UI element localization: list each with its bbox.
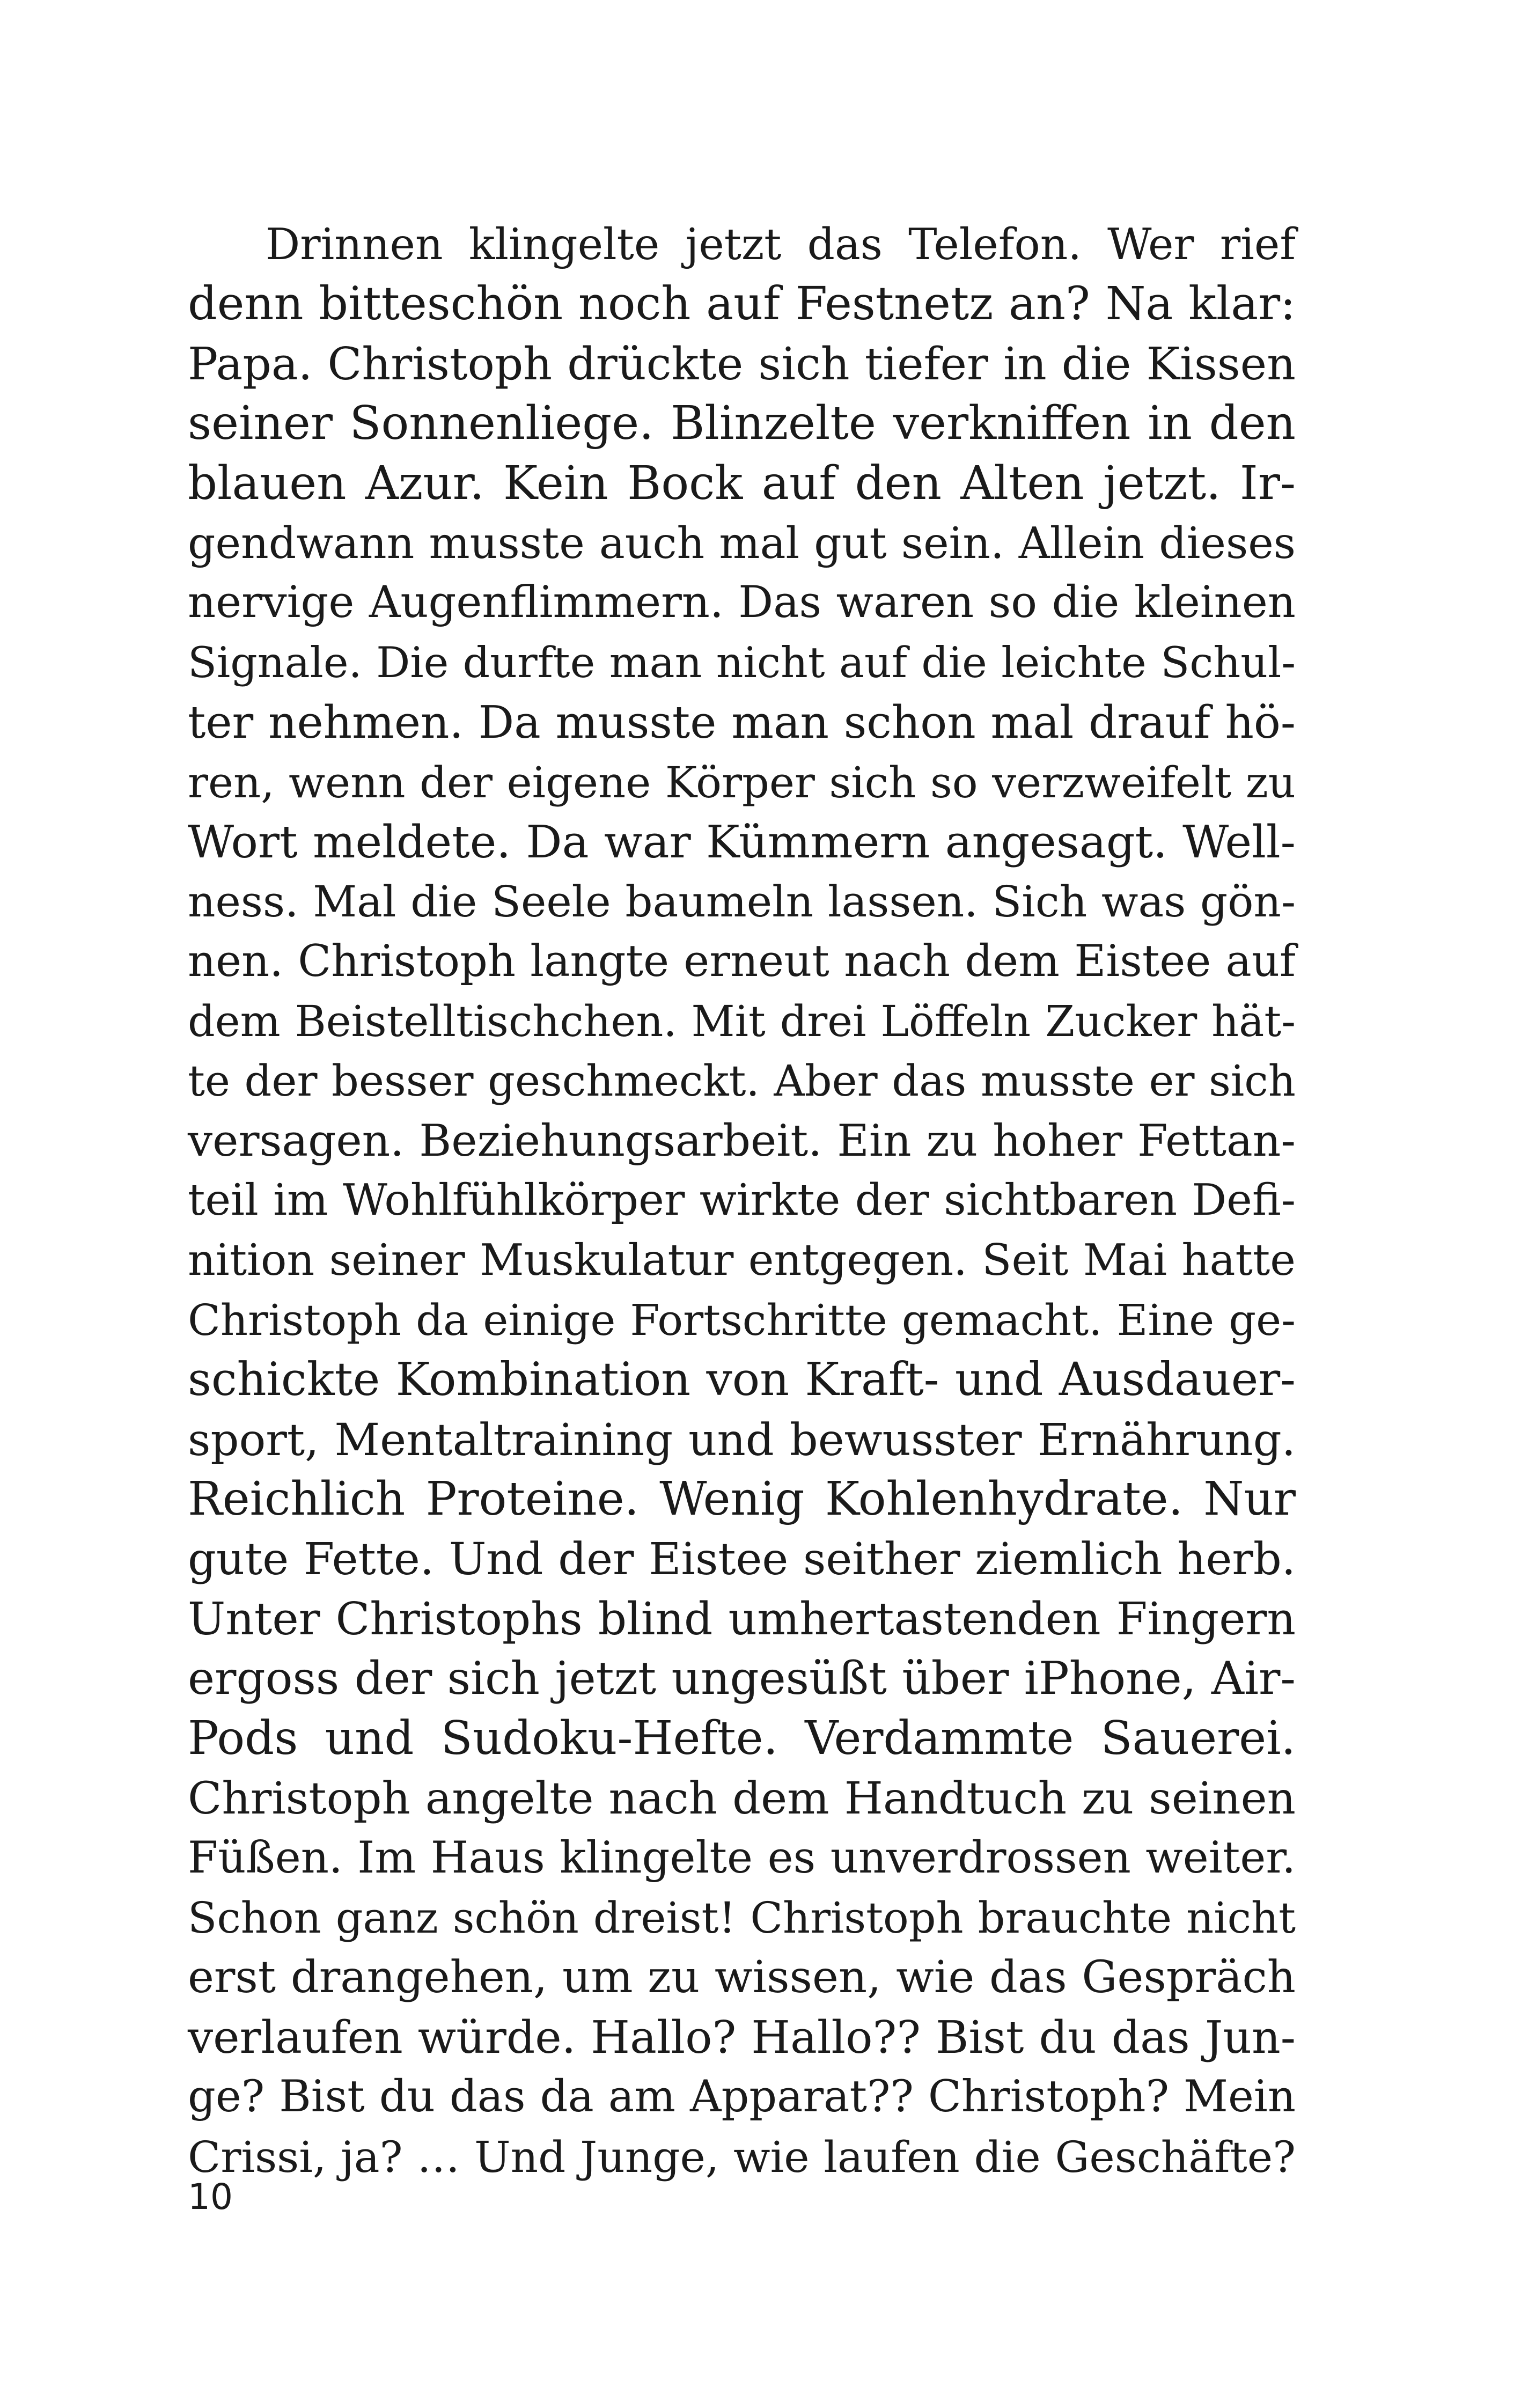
text-line: nervige Augenflimmern. Das waren so die kleinen (188, 577, 1296, 628)
text-line: Unter Christophs blind umhertastenden Fingern (188, 1592, 1296, 1645)
text-line: nen. Christoph langte erneut nach dem Eistee auf (188, 936, 1296, 987)
page-number: 10 (188, 2176, 233, 2218)
text-line: blauen Azur. Kein Bock auf den Alten jetzt. Ir- (188, 456, 1296, 510)
text-line: teil im Wohlfühlkörper wirkte der sichtbaren Defi- (188, 1175, 1296, 1226)
text-line: verlaufen würde. Hallo? Hallo?? Bist du das Jun- (188, 2011, 1296, 2064)
text-line: te der besser geschmeckt. Aber das musste er sich (188, 1056, 1296, 1106)
text-line: ergoss der sich jetzt ungesüßt über iPhone, Air- (188, 1652, 1296, 1705)
text-line: dem Beistelltischchen. Mit drei Löffeln Zucker hät- (188, 996, 1296, 1047)
text-line: schickte Kombination von Kraft- und Ausdauer- (188, 1353, 1296, 1407)
text-line: Papa. Christoph drückte sich tiefer in die Kissen (188, 337, 1296, 390)
body-text (188, 215, 1296, 2187)
text-line: Schon ganz schön dreist! Christoph brauchte nicht (188, 1892, 1296, 1943)
text-line: erst drangehen, um zu wissen, wie das Gespräch (188, 1951, 1296, 2003)
text-line: gute Fette. Und der Eistee seither ziemlich herb. (188, 1533, 1296, 1585)
text-line: Füßen. Im Haus klingelte es unverdrossen weiter. (188, 1832, 1296, 1883)
text-line: seiner Sonnenliege. Blinzelte verkniffen in den (188, 397, 1296, 451)
text-line: Drinnen klingelte jetzt das Telefon. Wer rief (266, 219, 1296, 269)
text-line: Reichlich Proteine. Wenig Kohlenhydrate. Nur (188, 1472, 1296, 1526)
text-line: denn bitteschön noch auf Festnetz an? Na klar: (188, 277, 1296, 331)
text-line: ge? Bist du das da am Apparat?? Christoph? Mein (188, 2072, 1296, 2123)
text-line: ter nehmen. Da musste man schon mal drauf hö- (188, 696, 1296, 749)
text-line: gendwann musste auch mal gut sein. Allein dieses (188, 517, 1296, 568)
text-line: nition seiner Muskulatur entgegen. Seit Mai hatte (188, 1235, 1296, 1286)
text-line: ness. Mal die Seele baumeln lassen. Sich was gön- (188, 877, 1296, 927)
text-line: Signale. Die durfte man nicht auf die leichte Schul- (188, 637, 1296, 687)
text-line: Christoph da einige Fortschritte gemacht. Eine ge- (188, 1295, 1296, 1346)
text-line: Pods und Sudoku-Hefte. Verdammte Sauerei. (188, 1711, 1296, 1765)
text-line: sport, Mentaltraining und bewusster Ernährung. (188, 1413, 1296, 1466)
text-line: Crissi, ja? … Und Junge, wie laufen die Geschäfte? (188, 2132, 1296, 2182)
text-line: versagen. Beziehungsarbeit. Ein zu hoher Fettan- (188, 1115, 1296, 1166)
text-line: ren, wenn der eigene Körper sich so verzweifelt zu (188, 757, 1296, 807)
text-line: Wort meldete. Da war Kümmern angesagt. Well- (188, 815, 1296, 868)
text-line: Christoph angelte nach dem Handtuch zu seinen (188, 1772, 1296, 1825)
